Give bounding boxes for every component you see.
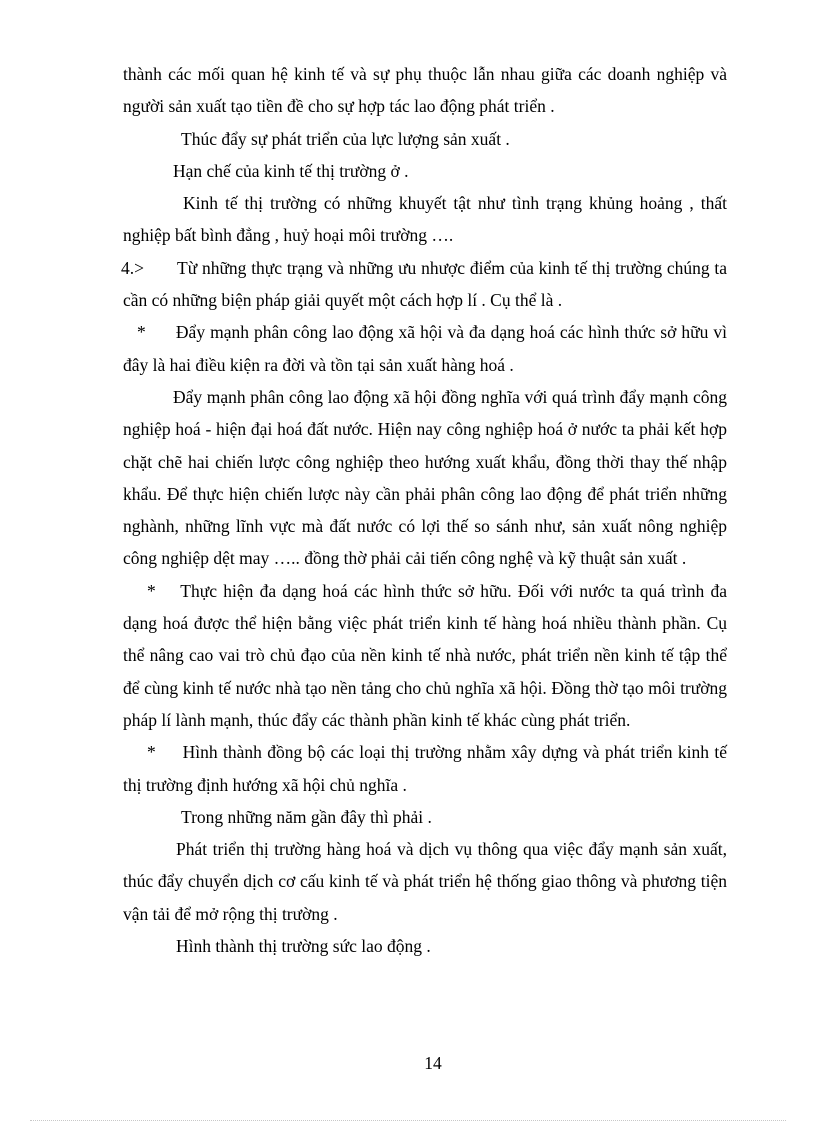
paragraph: thành các mối quan hệ kinh tế và sự phụ thuộc lẫn nhau giữa các doanh nghiệp và người sản xuất tạo tiền đề cho sự hợp tác lao động phát triển . [123,64,727,117]
page-number: 14 [424,1053,442,1073]
paragraph: Thúc đẩy sự phát triển của lực lượng sản xuất . [181,128,510,149]
numbered-paragraph: 4.> Từ những thực trạng và những ưu nhược điểm của kinh tế thị trường chúng ta cần có những biện pháp giải quyết một cách hợp lí . Cụ thể là . [121,257,732,311]
bullet-paragraph: * Thực hiện đa dạng hoá các hình thức sở hữu. Đối với nước ta quá trình đa dạng hoá được thể hiện bằng việc phát triển kinh tế hàng hoá nhiều thành phần. Cụ thể nâng cao vai trò chủ đạo của nền kinh tế nhà nước, phát triển nền kinh tế tập thể để cùng kinh tế nước nhà tạo nền tảng cho chủ nghĩa xã hội. Đồng thờ tạo môi trường pháp lí lành mạnh, thúc đẩy các thành phần kinh tế khác cùng phát triển. [123,580,732,730]
body-text [121,58,732,962]
paragraph: Kinh tế thị trường có những khuyết tật như tình trạng khủng hoảng , thất nghiệp bất bình đẳng , huỷ hoại môi trường …. [123,193,727,246]
paragraph: Phát triển thị trường hàng hoá và dịch vụ thông qua việc đẩy mạnh sản xuất, thúc đẩy chuyển dịch cơ cấu kinh tế và phát triển hệ thống giao thông và phương tiện vận tải để mở rộng thị trường . [123,839,727,924]
paragraph: Trong những năm gần đây thì phải . [181,806,432,827]
bullet-paragraph: * Đẩy mạnh phân công lao động xã hội và đa dạng hoá các hình thức sở hữu vì đây là hai điều kiện ra đời và tồn tại sản xuất hàng hoá . [123,322,732,375]
page-bottom-divider [30,1120,786,1121]
paragraph: Hình thành thị trường sức lao động . [176,936,431,957]
bullet-paragraph: * Hình thành đồng bộ các loại thị trường nhằm xây dựng và phát triển kinh tế thị trường định hướng xã hội chủ nghĩa . [123,742,732,795]
paragraph: Hạn chế của kinh tế thị trường ở . [173,160,409,181]
paragraph: Đẩy mạnh phân công lao động xã hội đồng nghĩa với quá trình đẩy mạnh công nghiệp hoá - hiện đại hoá đất nước. Hiện nay công nghiệp hoá ở nước ta phải kết hợp chặt chẽ hai chiến lược công nghiệp theo hướng xuất khẩu, đồng thời thay thế nhập khẩu. Để thực hiện chiến lược này cần phải phân công lao động để phát triển những nghành, những lĩnh vực mà đất nước có lợi thế so sánh như, sản xuất nông nghiệp công nghiệp dệt may ….. đồng thờ phải cải tiến công nghệ và kỹ thuật sản xuất . [123,386,727,569]
